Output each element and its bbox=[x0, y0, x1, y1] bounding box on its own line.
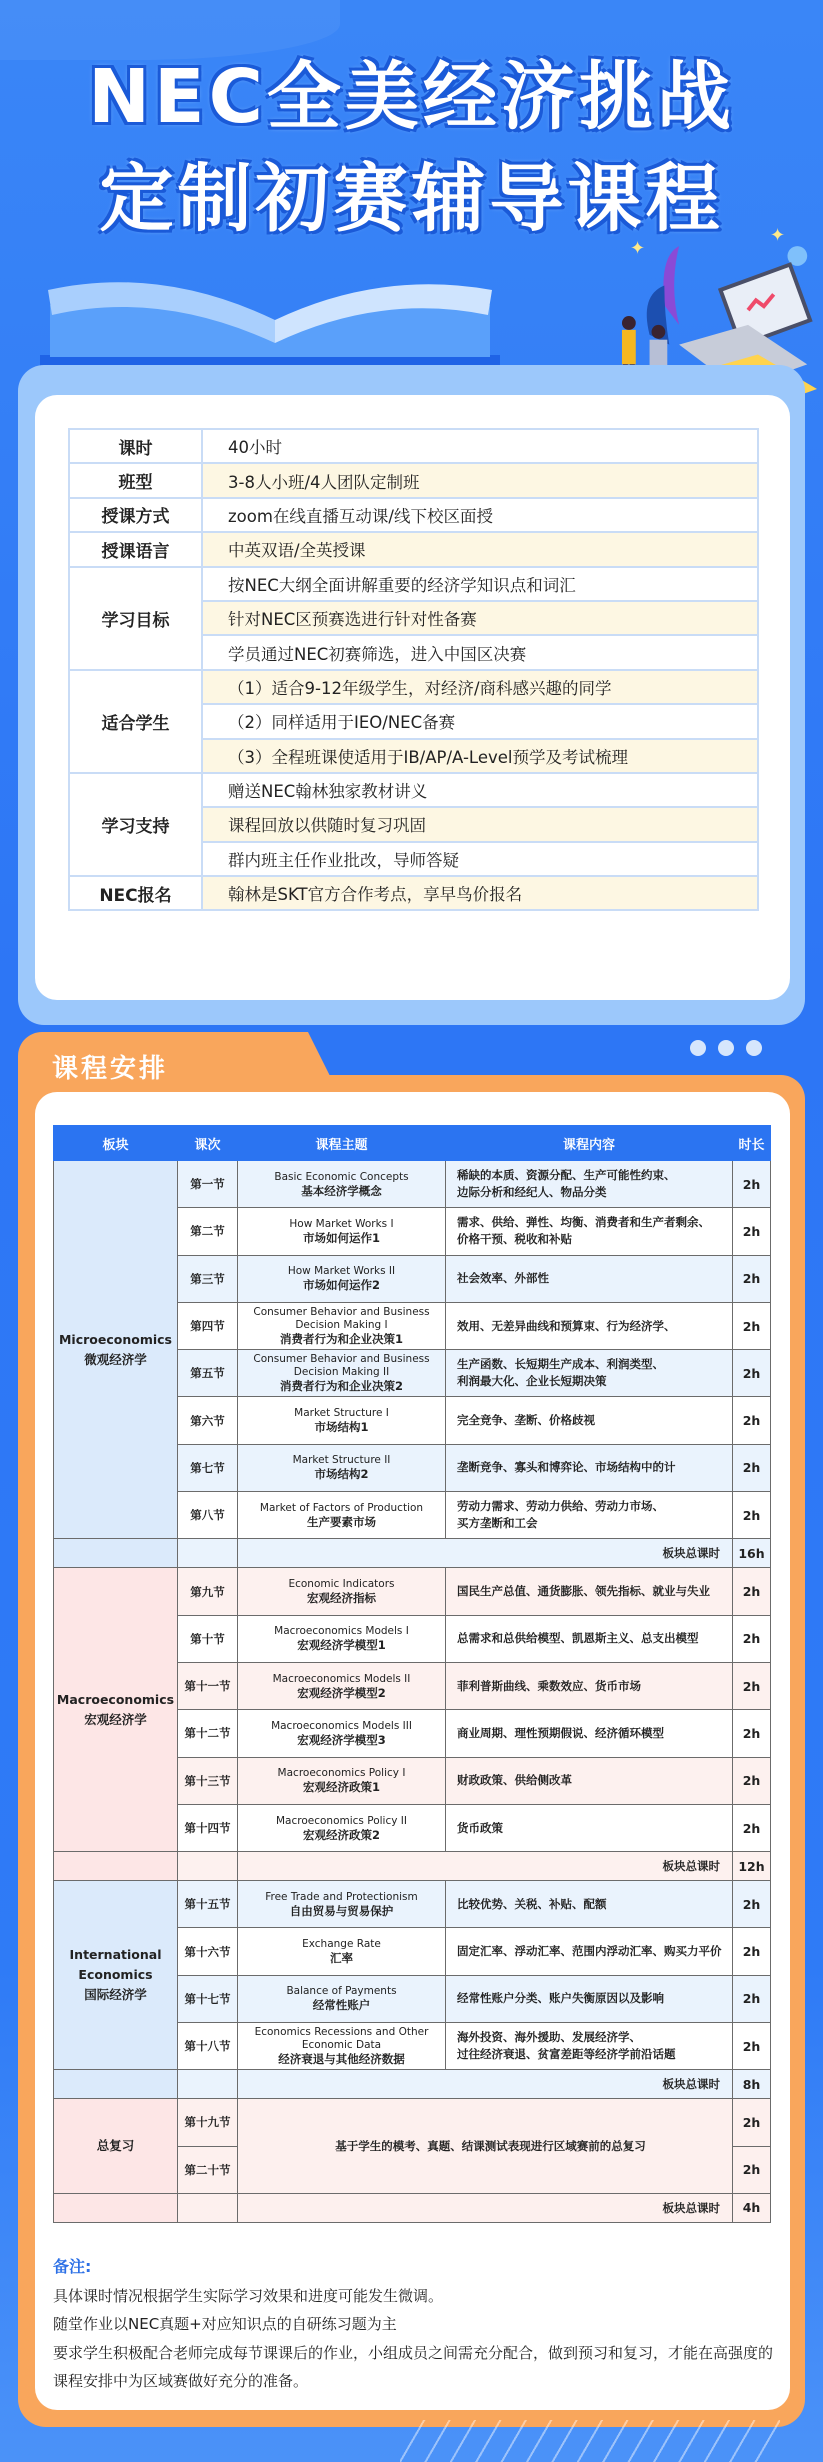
theme-en: Consumer Behavior and Business Decision Making II bbox=[253, 1353, 430, 1379]
module-summary-row bbox=[54, 1852, 771, 1881]
lesson-content bbox=[446, 1161, 733, 1208]
lesson-number: 第七节 bbox=[178, 1444, 238, 1491]
content-line: 菲利普斯曲线、乘数效应、货币市场 bbox=[457, 1678, 641, 1693]
info-value: 按NEC大纲全面讲解重要的经济学知识点和词汇 bbox=[202, 567, 758, 601]
lesson-theme bbox=[238, 1881, 446, 1928]
content-line: 社会效率、外部性 bbox=[457, 1271, 549, 1286]
lesson-content bbox=[446, 1662, 733, 1709]
theme-en: Basic Economic Concepts bbox=[274, 1170, 409, 1183]
theme-cn: 市场如何运作2 bbox=[302, 1278, 380, 1293]
notes-section bbox=[53, 2253, 773, 2396]
notes-title: 备注: bbox=[53, 2257, 92, 2276]
theme-en: Macroeconomics Models III bbox=[271, 1719, 412, 1732]
theme-en: Macroeconomics Policy I bbox=[277, 1767, 406, 1780]
content-line: 海外投资、海外援助、发展经济学、 bbox=[457, 2030, 641, 2045]
lesson-theme bbox=[238, 1975, 446, 2022]
page-title-line2: 定制初赛辅导课程 bbox=[99, 156, 724, 242]
summary-label: 板块总课时 bbox=[238, 1852, 733, 1881]
lesson-duration: 2h bbox=[733, 1161, 771, 1208]
module-name-en: Macroeconomics bbox=[56, 1691, 175, 1707]
summary-module-cell bbox=[54, 1852, 178, 1881]
lesson-content bbox=[446, 1757, 733, 1804]
lesson-theme bbox=[238, 1302, 446, 1349]
content-line: 垄断竞争、寡头和博弈论、市场结构中的计 bbox=[457, 1460, 676, 1475]
lesson-content bbox=[446, 1255, 733, 1302]
decorative-stripes bbox=[400, 2420, 780, 2462]
info-value: （1）适合9-12年级学生，对经济/商科感兴趣的同学 bbox=[202, 670, 758, 704]
lesson-duration: 2h bbox=[733, 1928, 771, 1975]
info-value: 群内班主任作业批改，导师答疑 bbox=[202, 842, 758, 876]
theme-en: Market of Factors of Production bbox=[259, 1501, 424, 1514]
content-line: 总需求和总供给模型、凯恩斯主义、总支出模型 bbox=[457, 1631, 699, 1646]
content-line: 完全竞争、垄断、价格歧视 bbox=[457, 1413, 595, 1428]
course-schedule-table bbox=[53, 1125, 771, 2223]
lesson-number: 第十四节 bbox=[178, 1804, 238, 1851]
info-value: 赠送NEC翰林独家教材讲义 bbox=[202, 773, 758, 807]
content-line: 比较优势、关税、补贴、配额 bbox=[457, 1896, 607, 1911]
content-line: 财政政策、供给侧改革 bbox=[457, 1773, 572, 1788]
lesson-theme bbox=[238, 1568, 446, 1615]
schedule-section-title: 课程安排 bbox=[52, 1054, 169, 1084]
lesson-theme bbox=[238, 2023, 446, 2070]
lesson-number: 第四节 bbox=[178, 1302, 238, 1349]
page-title-line1: NEC全美经济挑战 bbox=[88, 54, 735, 140]
info-row bbox=[69, 670, 758, 704]
theme-cn: 基本经济学概念 bbox=[301, 1183, 382, 1198]
lesson-number: 第二节 bbox=[178, 1208, 238, 1255]
info-value: 中英双语/全英授课 bbox=[202, 532, 758, 566]
header-lesson: 课次 bbox=[178, 1126, 238, 1161]
lesson-number: 第十八节 bbox=[178, 2023, 238, 2070]
theme-cn: 市场结构1 bbox=[314, 1420, 369, 1435]
theme-en: Exchange Rate bbox=[302, 1938, 381, 1951]
summary-lesson-cell bbox=[178, 1852, 238, 1881]
lesson-duration: 2h bbox=[733, 1757, 771, 1804]
content-line: 劳动力需求、劳动力供给、劳动力市场、 bbox=[457, 1499, 664, 1514]
lesson-theme bbox=[238, 1350, 446, 1397]
theme-cn: 消费者行为和企业决策1 bbox=[279, 1332, 403, 1347]
review-content: 基于学生的模考、真题、结课测试表现进行区域赛前的总复习 bbox=[238, 2099, 733, 2194]
theme-en: Market Structure II bbox=[292, 1454, 391, 1467]
lesson-theme bbox=[238, 1710, 446, 1757]
lesson-theme bbox=[238, 1397, 446, 1444]
lesson-number: 第十六节 bbox=[178, 1928, 238, 1975]
info-row bbox=[69, 876, 758, 910]
summary-lesson-cell bbox=[178, 2193, 238, 2222]
module-name-cn: 宏观经济学 bbox=[84, 1711, 147, 1727]
theme-en: Market Structure I bbox=[294, 1407, 389, 1420]
theme-cn: 市场如何运作1 bbox=[302, 1230, 380, 1245]
lesson-duration: 2h bbox=[733, 1662, 771, 1709]
theme-cn: 宏观经济学模型1 bbox=[297, 1638, 386, 1653]
theme-en: Consumer Behavior and Business Decision Making I bbox=[253, 1306, 430, 1332]
theme-en: How Market Works II bbox=[287, 1265, 396, 1278]
info-row bbox=[69, 773, 758, 807]
lesson-content bbox=[446, 1928, 733, 1975]
lesson-row bbox=[54, 1568, 771, 1615]
theme-cn: 宏观经济政策2 bbox=[302, 1827, 380, 1842]
lesson-number: 第二十节 bbox=[178, 2146, 238, 2193]
lesson-theme bbox=[238, 1492, 446, 1539]
note-line: 要求学生积极配合老师完成每节课课后的作业，小组成员之间需充分配合，做到预习和复习，才能在高强度的课程安排中为区域赛做好充分的准备。 bbox=[53, 2343, 774, 2390]
info-value: 翰林是SKT官方合作考点，享早鸟价报名 bbox=[202, 876, 758, 910]
module-total-hours: 4h bbox=[733, 2193, 771, 2222]
lesson-content bbox=[446, 1302, 733, 1349]
header-duration: 时长 bbox=[733, 1126, 771, 1161]
lesson-content bbox=[446, 1881, 733, 1928]
info-value: 学员通过NEC初赛筛选，进入中国区决赛 bbox=[202, 635, 758, 669]
info-value: zoom在线直播互动课/线下校区面授 bbox=[202, 498, 758, 532]
info-row bbox=[69, 463, 758, 497]
info-row bbox=[69, 567, 758, 601]
theme-cn: 宏观经济学模型2 bbox=[297, 1685, 386, 1700]
theme-cn: 自由贸易与贸易保护 bbox=[289, 1903, 394, 1918]
lesson-number: 第三节 bbox=[178, 1255, 238, 1302]
decorative-dots bbox=[690, 1040, 762, 1056]
lesson-theme bbox=[238, 1161, 446, 1208]
theme-cn: 经济衰退与其他经济数据 bbox=[278, 2052, 405, 2067]
info-row bbox=[69, 498, 758, 532]
info-label: 学习支持 bbox=[69, 773, 202, 876]
theme-en: Macroeconomics Models II bbox=[272, 1672, 411, 1685]
module-name-cn: 总复习 bbox=[96, 2138, 135, 2154]
lesson-row bbox=[54, 1881, 771, 1928]
module-total-hours: 16h bbox=[733, 1539, 771, 1568]
content-line: 稀缺的本质、资源分配、生产可能性约束、 bbox=[457, 1168, 676, 1183]
header-block: 板块 bbox=[54, 1126, 178, 1161]
lesson-duration: 2h bbox=[733, 2023, 771, 2070]
info-label: 授课方式 bbox=[69, 498, 202, 532]
lesson-duration: 2h bbox=[733, 1881, 771, 1928]
content-line: 货币政策 bbox=[457, 1820, 503, 1835]
module-cell bbox=[54, 1881, 178, 2070]
module-summary-row bbox=[54, 1539, 771, 1568]
content-line: 买方垄断和工会 bbox=[457, 1516, 538, 1531]
summary-module-cell bbox=[54, 1539, 178, 1568]
lesson-theme bbox=[238, 1444, 446, 1491]
header-theme: 课程主题 bbox=[238, 1126, 446, 1161]
info-value: 40小时 bbox=[202, 429, 758, 463]
lesson-number: 第八节 bbox=[178, 1492, 238, 1539]
module-name-cn: 微观经济学 bbox=[84, 1351, 147, 1367]
info-value: 针对NEC区预赛选进行针对性备赛 bbox=[202, 601, 758, 635]
theme-en: Economics Recessions and Other Economic Data bbox=[254, 2026, 429, 2052]
theme-cn: 消费者行为和企业决策2 bbox=[279, 1379, 403, 1394]
lesson-number: 第十二节 bbox=[178, 1710, 238, 1757]
info-label: 班型 bbox=[69, 463, 202, 497]
content-line: 国民生产总值、通货膨胀、领先指标、就业与失业 bbox=[457, 1584, 710, 1599]
lesson-number: 第十九节 bbox=[178, 2099, 238, 2146]
module-total-hours: 12h bbox=[733, 1852, 771, 1881]
lesson-content bbox=[446, 1350, 733, 1397]
summary-lesson-cell bbox=[178, 2070, 238, 2099]
lesson-duration: 2h bbox=[733, 1208, 771, 1255]
module-cell bbox=[54, 2099, 178, 2194]
lesson-content bbox=[446, 1208, 733, 1255]
info-value: （3）全程班课使适用于IB/AP/A-Level预学及考试梳理 bbox=[202, 739, 758, 773]
lesson-content bbox=[446, 2023, 733, 2070]
info-row bbox=[69, 429, 758, 463]
lesson-duration: 2h bbox=[733, 1302, 771, 1349]
info-value: （2）同样适用于IEO/NEC备赛 bbox=[202, 704, 758, 738]
module-name-cn: 国际经济学 bbox=[84, 1987, 147, 2003]
summary-label: 板块总课时 bbox=[238, 2070, 733, 2099]
theme-en: Free Trade and Protectionism bbox=[265, 1890, 418, 1903]
sparkle-icon: ✦ bbox=[630, 238, 646, 259]
theme-cn: 生产要素市场 bbox=[307, 1514, 376, 1529]
module-summary-row bbox=[54, 2070, 771, 2099]
lesson-duration: 2h bbox=[733, 1444, 771, 1491]
lesson-duration: 2h bbox=[733, 2099, 771, 2146]
summary-label: 板块总课时 bbox=[238, 1539, 733, 1568]
info-label: 学习目标 bbox=[69, 567, 202, 670]
lesson-content bbox=[446, 1710, 733, 1757]
summary-label: 板块总课时 bbox=[238, 2193, 733, 2222]
content-line: 商业周期、理性预期假说、经济循环模型 bbox=[457, 1725, 664, 1740]
lesson-number: 第九节 bbox=[178, 1568, 238, 1615]
lesson-theme bbox=[238, 1255, 446, 1302]
info-row bbox=[69, 532, 758, 566]
lesson-theme bbox=[238, 1928, 446, 1975]
lesson-content bbox=[446, 1397, 733, 1444]
sparkle-icon: ✦ bbox=[770, 225, 786, 246]
module-cell bbox=[54, 1161, 178, 1539]
info-value: 课程回放以供随时复习巩固 bbox=[202, 807, 758, 841]
lesson-duration: 2h bbox=[733, 1255, 771, 1302]
lesson-content bbox=[446, 1804, 733, 1851]
theme-en: How Market Works I bbox=[289, 1217, 394, 1230]
course-info-table bbox=[68, 428, 759, 911]
content-line: 过往经济衰退、贫富差距等经济学前沿话题 bbox=[457, 2047, 676, 2062]
lesson-duration: 2h bbox=[733, 1804, 771, 1851]
content-line: 固定汇率、浮动汇率、范围内浮动汇率、购买力平价 bbox=[457, 1944, 722, 1959]
lesson-duration: 2h bbox=[733, 1492, 771, 1539]
lesson-duration: 2h bbox=[733, 1397, 771, 1444]
module-name-en: Microeconomics bbox=[58, 1331, 172, 1347]
module-name-en: International Economics bbox=[69, 1947, 162, 1983]
theme-cn: 经常性账户 bbox=[312, 1998, 371, 2013]
summary-lesson-cell bbox=[178, 1539, 238, 1568]
theme-cn: 宏观经济学模型3 bbox=[297, 1732, 386, 1747]
theme-en: Macroeconomics Models I bbox=[274, 1625, 409, 1638]
content-line: 边际分析和经纪人、物品分类 bbox=[457, 1185, 607, 1200]
module-cell bbox=[54, 1568, 178, 1852]
schedule-header-row bbox=[54, 1126, 771, 1161]
lesson-number: 第六节 bbox=[178, 1397, 238, 1444]
lesson-duration: 2h bbox=[733, 1350, 771, 1397]
lesson-number: 第十一节 bbox=[178, 1662, 238, 1709]
info-value: 3-8人小班/4人团队定制班 bbox=[202, 463, 758, 497]
theme-cn: 市场结构2 bbox=[314, 1467, 369, 1482]
theme-en: Macroeconomics Policy II bbox=[276, 1814, 407, 1827]
lesson-theme bbox=[238, 1757, 446, 1804]
info-label: 适合学生 bbox=[69, 670, 202, 773]
lesson-duration: 2h bbox=[733, 1975, 771, 2022]
lesson-theme bbox=[238, 1804, 446, 1851]
lesson-content bbox=[446, 1568, 733, 1615]
theme-cn: 宏观经济政策1 bbox=[302, 1780, 380, 1795]
content-line: 效用、无差异曲线和预算束、行为经济学、 bbox=[457, 1318, 676, 1333]
lesson-number: 第十节 bbox=[178, 1615, 238, 1662]
lesson-duration: 2h bbox=[733, 1615, 771, 1662]
content-line: 价格干预、税收和补贴 bbox=[457, 1232, 572, 1247]
theme-cn: 汇率 bbox=[330, 1951, 353, 1966]
module-summary-row bbox=[54, 2193, 771, 2222]
lesson-duration: 2h bbox=[733, 2146, 771, 2193]
lesson-number: 第十七节 bbox=[178, 1975, 238, 2022]
content-line: 生产函数、长短期生产成本、利润类型、 bbox=[457, 1357, 664, 1372]
lesson-content bbox=[446, 1975, 733, 2022]
lesson-number: 第十五节 bbox=[178, 1881, 238, 1928]
lesson-content bbox=[446, 1492, 733, 1539]
lesson-row bbox=[54, 1161, 771, 1208]
lesson-number: 第五节 bbox=[178, 1350, 238, 1397]
theme-en: Economic Indicators bbox=[288, 1578, 395, 1591]
lesson-theme bbox=[238, 1662, 446, 1709]
theme-en: Balance of Payments bbox=[286, 1985, 397, 1998]
info-label: 授课语言 bbox=[69, 532, 202, 566]
lesson-content bbox=[446, 1444, 733, 1491]
lesson-duration: 2h bbox=[733, 1568, 771, 1615]
content-line: 利润最大化、企业长短期决策 bbox=[457, 1374, 607, 1389]
theme-cn: 宏观经济指标 bbox=[307, 1591, 376, 1606]
open-book-illustration bbox=[40, 265, 500, 375]
info-label: 课时 bbox=[69, 429, 202, 463]
lesson-duration: 2h bbox=[733, 1710, 771, 1757]
note-line: 具体课时情况根据学生实际学习效果和进度可能发生微调。 bbox=[53, 2286, 444, 2305]
note-line: 随堂作业以NEC真题+对应知识点的自研练习题为主 bbox=[53, 2315, 397, 2333]
lesson-number: 第一节 bbox=[178, 1161, 238, 1208]
lesson-content bbox=[446, 1615, 733, 1662]
module-total-hours: 8h bbox=[733, 2070, 771, 2099]
lesson-theme bbox=[238, 1615, 446, 1662]
summary-module-cell bbox=[54, 2193, 178, 2222]
summary-module-cell bbox=[54, 2070, 178, 2099]
lesson-number: 第十三节 bbox=[178, 1757, 238, 1804]
header-content: 课程内容 bbox=[446, 1126, 733, 1161]
info-label: NEC报名 bbox=[69, 876, 202, 910]
lesson-theme bbox=[238, 1208, 446, 1255]
content-line: 需求、供给、弹性、均衡、消费者和生产者剩余、 bbox=[457, 1215, 710, 1230]
content-line: 经常性账户分类、账户失衡原因以及影响 bbox=[457, 1991, 664, 2006]
lesson-row bbox=[54, 2099, 771, 2146]
